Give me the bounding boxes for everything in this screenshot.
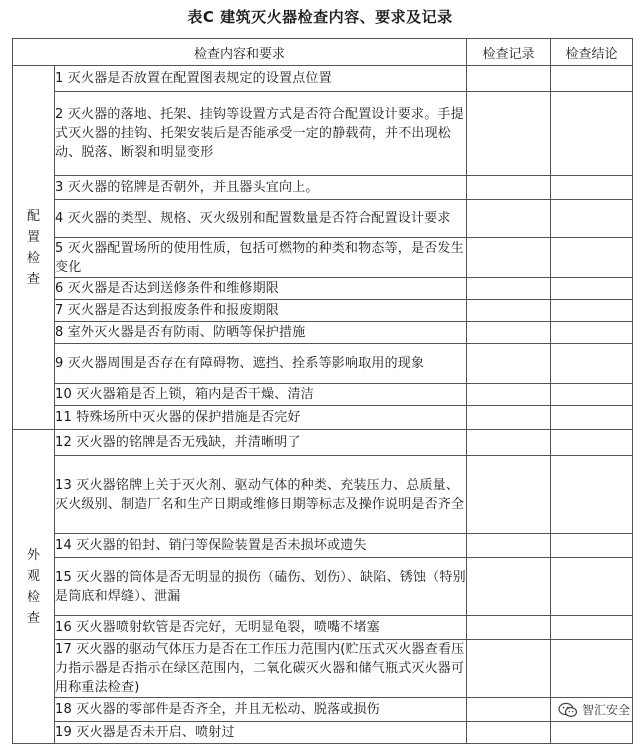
- record-cell[interactable]: [467, 278, 551, 300]
- record-cell[interactable]: [467, 300, 551, 322]
- table-row: [13, 92, 633, 176]
- header-conclusion: 检查结论: [551, 39, 633, 66]
- category-cell: [13, 430, 55, 744]
- table-row: [13, 534, 633, 558]
- table-row: [13, 300, 633, 322]
- record-cell[interactable]: [467, 66, 551, 92]
- inspection-item: 3 灭火器的铭牌是否朝外，并且器头宜向上。: [55, 176, 467, 200]
- record-cell[interactable]: [467, 406, 551, 430]
- inspection-item: 5 灭火器配置场所的使用性质，包括可燃物的种类和物态等，是否发生变化: [55, 238, 467, 278]
- category-char: 外: [26, 547, 40, 563]
- record-cell[interactable]: [467, 176, 551, 200]
- record-cell[interactable]: [467, 558, 551, 616]
- conclusion-cell[interactable]: [551, 322, 633, 344]
- category-char: 观: [26, 568, 40, 584]
- table-row: [13, 616, 633, 640]
- table-row: [13, 430, 633, 456]
- category-char: 查: [26, 271, 40, 287]
- table-row: [13, 322, 633, 344]
- watermark: [558, 701, 630, 718]
- table-row: [13, 176, 633, 200]
- category-char: 查: [26, 610, 40, 626]
- table-row: [13, 406, 633, 430]
- conclusion-cell[interactable]: [551, 238, 633, 278]
- conclusion-cell[interactable]: [551, 456, 633, 534]
- table-row: [13, 456, 633, 534]
- table-row: [13, 722, 633, 744]
- table-row: [13, 558, 633, 616]
- inspection-item: 10 灭火器箱是否上锁，箱内是否干燥、清洁: [55, 384, 467, 406]
- conclusion-cell[interactable]: [551, 406, 633, 430]
- inspection-item: 19 灭火器是否未开启、喷射过: [55, 722, 467, 744]
- category-char: 检: [26, 250, 40, 266]
- conclusion-cell[interactable]: [551, 278, 633, 300]
- inspection-item: 12 灭火器的铭牌是否无残缺，并清晰明了: [55, 430, 467, 456]
- record-cell[interactable]: [467, 238, 551, 278]
- record-cell[interactable]: [467, 640, 551, 698]
- inspection-item: 14 灭火器的铅封、销闩等保险装置是否未损坏或遗失: [55, 534, 467, 558]
- record-cell[interactable]: [467, 456, 551, 534]
- header-content: 检查内容和要求: [13, 39, 467, 66]
- inspection-item: 2 灭火器的落地、托架、挂钩等设置方式是否符合配置设计要求。手提式灭火器的挂钩、托架安装后是否能承受一定的静载荷，并不出现松动、脱落、断裂和明显变形: [55, 92, 467, 176]
- record-cell[interactable]: [467, 200, 551, 238]
- inspection-item: 13 灭火器铭牌上关于灭火剂、驱动气体的种类、充装压力、总质量、灭火级别、制造厂名和生产日期或维修日期等标志及操作说明是否齐全: [55, 456, 467, 534]
- conclusion-cell[interactable]: [551, 66, 633, 92]
- table-row: [13, 698, 633, 722]
- inspection-item: 9 灭火器周围是否存在有障碍物、遮挡、拴系等影响取用的现象: [55, 344, 467, 384]
- conclusion-cell[interactable]: [551, 558, 633, 616]
- conclusion-cell[interactable]: [551, 92, 633, 176]
- inspection-item: 4 灭火器的类型、规格、灭火级别和配置数量是否符合配置设计要求: [55, 200, 467, 238]
- table-title: 表C 建筑灭火器检查内容、要求及记录: [187, 8, 453, 26]
- table-row: [13, 66, 633, 92]
- conclusion-cell[interactable]: [551, 534, 633, 558]
- inspection-item: 7 灭火器是否达到报废条件和报废期限: [55, 300, 467, 322]
- record-cell[interactable]: [467, 92, 551, 176]
- record-cell[interactable]: [467, 534, 551, 558]
- inspection-item: 17 灭火器的驱动气体压力是否在工作压力范围内(贮压式灭火器查看压力指示器是否指示在绿区范围内，二氧化碳灭火器和储气瓶式灭火器可用称重法检查): [55, 640, 467, 698]
- record-cell[interactable]: [467, 722, 551, 744]
- header-record: 检查记录: [467, 39, 551, 66]
- record-cell[interactable]: [467, 322, 551, 344]
- inspection-item: 18 灭火器的零部件是否齐全，并且无松动、脱落或损伤: [55, 698, 467, 722]
- table-row: [13, 344, 633, 384]
- table-row: [13, 384, 633, 406]
- conclusion-cell[interactable]: [551, 616, 633, 640]
- header-row: [13, 39, 633, 66]
- conclusion-cell[interactable]: [551, 384, 633, 406]
- inspection-item: 16 灭火器喷射软管是否完好，无明显龟裂，喷嘴不堵塞: [55, 616, 467, 640]
- category-char: 置: [26, 229, 40, 245]
- record-cell[interactable]: [467, 430, 551, 456]
- inspection-item: 15 灭火器的筒体是否无明显的损伤（磕伤、划伤）、缺陷、锈蚀（特别是筒底和焊缝）、泄漏: [55, 558, 467, 616]
- inspection-item: 1 灭火器是否放置在配置图表规定的设置点位置: [55, 66, 467, 92]
- record-cell[interactable]: [467, 698, 551, 722]
- record-cell[interactable]: [467, 616, 551, 640]
- table-row: [13, 200, 633, 238]
- category-char: 配: [26, 208, 40, 224]
- inspection-item: 11 特殊场所中灭火器的保护措施是否完好: [55, 406, 467, 430]
- table-row: [13, 278, 633, 300]
- conclusion-cell[interactable]: [551, 200, 633, 238]
- record-cell[interactable]: [467, 344, 551, 384]
- conclusion-cell[interactable]: [551, 722, 633, 744]
- conclusion-cell[interactable]: [551, 300, 633, 322]
- table-row: [13, 238, 633, 278]
- conclusion-cell[interactable]: [551, 176, 633, 200]
- inspection-item: 8 室外灭火器是否有防雨、防晒等保护措施: [55, 322, 467, 344]
- conclusion-cell[interactable]: [551, 640, 633, 698]
- inspection-table: [12, 38, 633, 744]
- table-row: [13, 640, 633, 698]
- conclusion-cell[interactable]: [551, 430, 633, 456]
- category-cell: [13, 66, 55, 430]
- conclusion-cell[interactable]: [551, 344, 633, 384]
- inspection-item: 6 灭火器是否达到送修条件和维修期限: [55, 278, 467, 300]
- category-char: 检: [26, 589, 40, 605]
- watermark-text: 智汇安全: [581, 703, 630, 717]
- wechat-icon: [558, 702, 578, 718]
- record-cell[interactable]: [467, 384, 551, 406]
